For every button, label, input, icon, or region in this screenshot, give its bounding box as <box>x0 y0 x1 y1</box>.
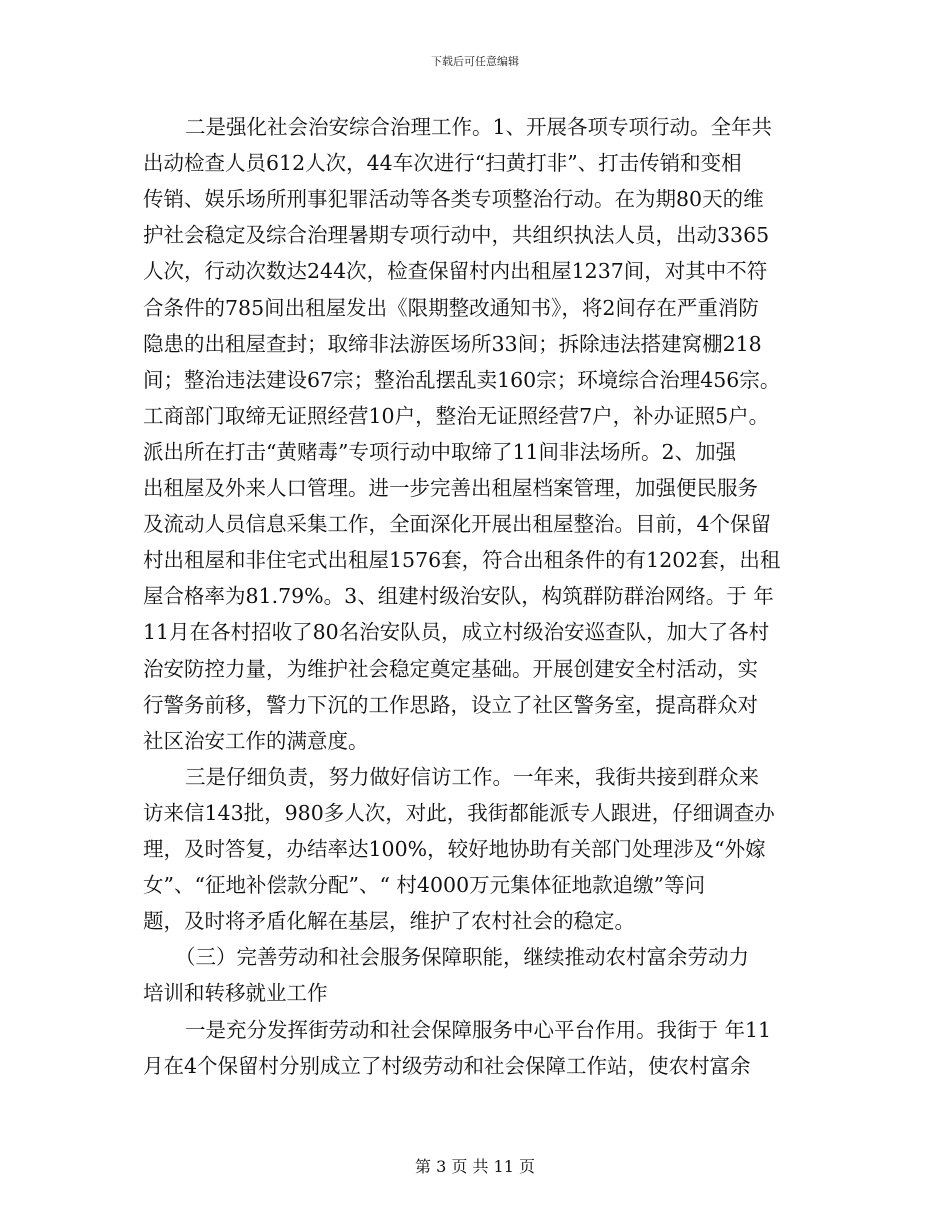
text-line: 理，及时答复，办结率达100%，较好地协助有关部门处理涉及“外嫁 <box>143 837 766 861</box>
text-line: 合条件的785间出租屋发出《限期整改通知书》，将2间存在严重消防 <box>143 295 759 320</box>
text-line: 村出租屋和非住宅式出租屋1576套，符合出租条件的有1202套，出租 <box>143 548 781 573</box>
page-footer: 第 3 页 共 11 页 <box>415 1157 535 1176</box>
text-line: 屋合格率为81.79%。3、组建村级治安队，构筑群防群治网络。于 年 <box>143 584 774 609</box>
text-line: 出动检查人员612人次，44车次进行“扫黄打非”、打击传销和变相 <box>143 151 742 176</box>
text-line: 行警务前移，警力下沉的工作思路，设立了社区警务室，提高群众对 <box>143 692 758 717</box>
text-line: 三是仔细负责，努力做好信访工作。一年来，我街共接到群众来 <box>185 764 759 789</box>
text-line: 及流动人员信息采集工作，全面深化开展出租屋整治。目前，4个保留 <box>143 512 772 537</box>
text-line: 访来信143批，980多人次，对此，我街都能派专人跟进，仔细调查办 <box>143 800 775 825</box>
text-line: 培训和转移就业工作 <box>143 981 328 1006</box>
text-line: 社区治安工作的满意度。 <box>143 728 369 753</box>
text-line: 护社会稳定及综合治理暑期专项行动中，共组织执法人员，出动3365 <box>143 223 770 248</box>
text-line: 派出所在打击“黄赌毒”专项行动中取缔了11间非法场所。2、加强 <box>143 439 737 464</box>
text-line: 传销、娱乐场所刑事犯罪活动等各类专项整治行动。在为期80天的维 <box>143 187 764 212</box>
text-line: 11月在各村招收了80名治安队员，成立村级治安巡查队，加大了各村 <box>143 620 770 645</box>
text-line: 出租屋及外来人口管理。进一步完善出租屋档案管理，加强便民服务 <box>143 476 758 500</box>
text-line: 隐患的出租屋查封；取缔非法游医场所33间；拆除违法搭建窝棚218 <box>143 331 762 356</box>
text-line: 人次，行动次数达244次，检查保留村内出租屋1237间，对其中不符 <box>143 259 768 284</box>
page-header-note: 下载后可任意编辑 <box>431 55 519 68</box>
text-line: 月在4个保留村分别成立了村级劳动和社会保障工作站，使农村富余 <box>143 1053 751 1078</box>
text-line: 工商部门取缔无证照经营10户，整治无证照经营7户，补办证照5户。 <box>143 403 770 428</box>
text-line: 题，及时将矛盾化解在基层，维护了农村社会的稳定。 <box>143 909 635 934</box>
text-line: 女”、“征地补偿款分配”、“ 村4000万元集体征地款追缴”等问 <box>143 873 706 898</box>
text-line: 二是强化社会治安综合治理工作。1、开展各项专项行动。全年共 <box>185 115 773 139</box>
text-line: 间；整治违法建设67宗；整治乱摆乱卖160宗；环境综合治理456宗。 <box>143 367 781 392</box>
text-line: （三）完善劳动和社会服务保障职能，继续推动农村富余劳动力 <box>175 945 749 970</box>
text-line: 治安防控力量，为维护社会稳定奠定基础。开展创建安全村活动，实 <box>143 656 758 681</box>
text-line: 一是充分发挥街劳动和社会保障服务中心平台作用。我街于 年11 <box>185 1017 772 1042</box>
